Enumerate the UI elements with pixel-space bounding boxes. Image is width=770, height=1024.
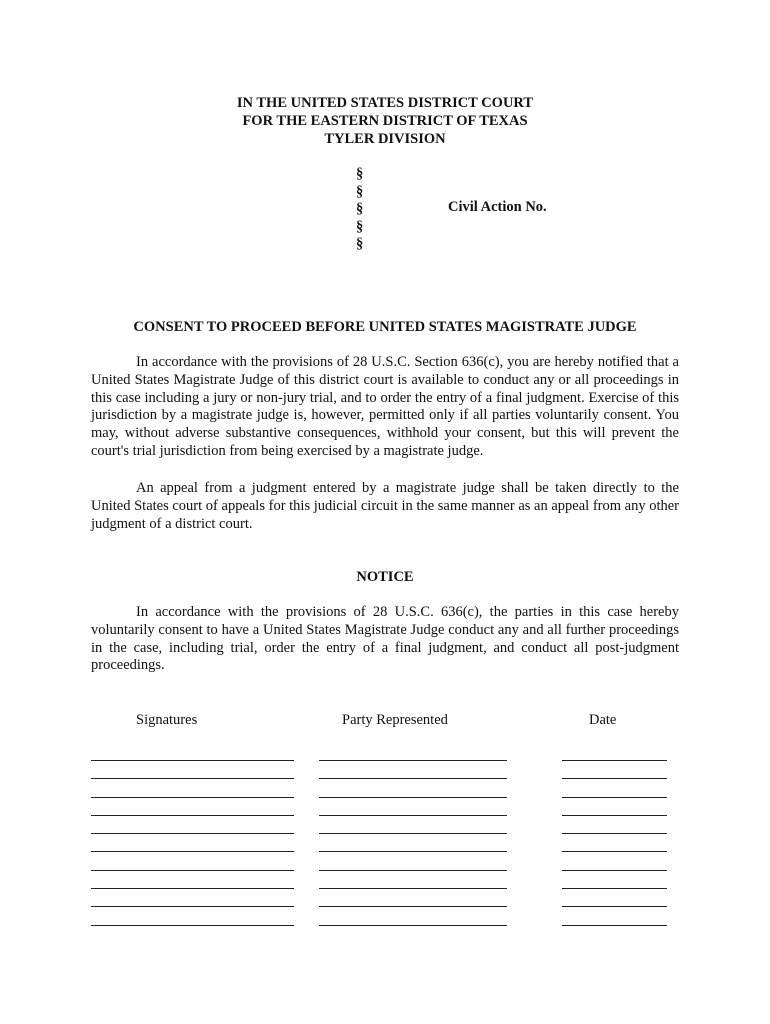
signature-line[interactable] (91, 778, 294, 779)
signatures-column-label: Signatures (136, 712, 198, 728)
party-line[interactable] (319, 778, 507, 779)
party-line[interactable] (319, 870, 507, 871)
paragraph-notification: In accordance with the provisions of 28 U.S.C. Section 636(c), you are hereby notified that a United States Magistrate Judge of this district court is available to conduct any or all proceedings in this case including a jury or non-jury trial, and to order the entry of a final judgment. Exercise of this jurisdiction by a magistrate judge is, however, permitted only if all parties voluntarily consent. You may, without adverse substantive consequences, withhold your consent, but this will prevent the court's trial jurisdiction from being exercised by a magistrate judge. (91, 354, 679, 459)
signature-line[interactable] (91, 797, 294, 798)
signature-line[interactable] (91, 760, 294, 761)
date-line[interactable] (562, 815, 667, 816)
civil-action-label: Civil Action No. (448, 199, 547, 215)
signature-line[interactable] (91, 833, 294, 834)
party-line[interactable] (319, 815, 507, 816)
date-line[interactable] (562, 833, 667, 834)
date-line[interactable] (562, 888, 667, 889)
paragraph-appeal: An appeal from a judgment entered by a magistrate judge shall be taken directly to the United States court of appeals for this judicial circuit in the same manner as an appeal from any other judgment of a district court. (91, 480, 679, 532)
signature-lines (91, 760, 294, 943)
party-lines (319, 760, 507, 943)
court-line-1: IN THE UNITED STATES DISTRICT COURT (236, 95, 534, 111)
signature-line[interactable] (91, 906, 294, 907)
date-lines (562, 760, 667, 943)
consent-heading: CONSENT TO PROCEED BEFORE UNITED STATES MAGISTRATE JUDGE (133, 319, 637, 335)
court-line-2: FOR THE EASTERN DISTRICT OF TEXAS (242, 113, 528, 129)
party-line[interactable] (319, 925, 507, 926)
party-line[interactable] (319, 851, 507, 852)
signature-line[interactable] (91, 815, 294, 816)
date-line[interactable] (562, 760, 667, 761)
court-line-3: TYLER DIVISION (324, 131, 446, 147)
party-line[interactable] (319, 797, 507, 798)
party-line[interactable] (319, 888, 507, 889)
paragraph-consent: In accordance with the provisions of 28 U.S.C. 636(c), the parties in this case hereby voluntarily consent to have a United States Magistrate Judge conduct any and all further proceedings in the case, including trial, order the entry of a final judgment, and conduct all post-judgment proceedings. (91, 604, 679, 674)
party-column-label: Party Represented (342, 712, 448, 728)
date-line[interactable] (562, 925, 667, 926)
section-mark: § (356, 183, 364, 200)
date-column-label: Date (589, 712, 617, 728)
date-line[interactable] (562, 851, 667, 852)
section-mark: § (356, 201, 364, 217)
date-line[interactable] (562, 778, 667, 779)
party-line[interactable] (319, 760, 507, 761)
date-line[interactable] (562, 870, 667, 871)
notice-heading: NOTICE (356, 569, 414, 585)
signature-line[interactable] (91, 851, 294, 852)
section-marks (356, 166, 372, 254)
court-caption (0, 94, 770, 148)
party-line[interactable] (319, 833, 507, 834)
section-mark: § (356, 166, 364, 182)
party-line[interactable] (319, 906, 507, 907)
date-line[interactable] (562, 906, 667, 907)
section-mark: § (356, 218, 364, 235)
date-line[interactable] (562, 797, 667, 798)
signature-line[interactable] (91, 888, 294, 889)
signature-line[interactable] (91, 925, 294, 926)
section-mark: § (356, 236, 364, 252)
signature-line[interactable] (91, 870, 294, 871)
